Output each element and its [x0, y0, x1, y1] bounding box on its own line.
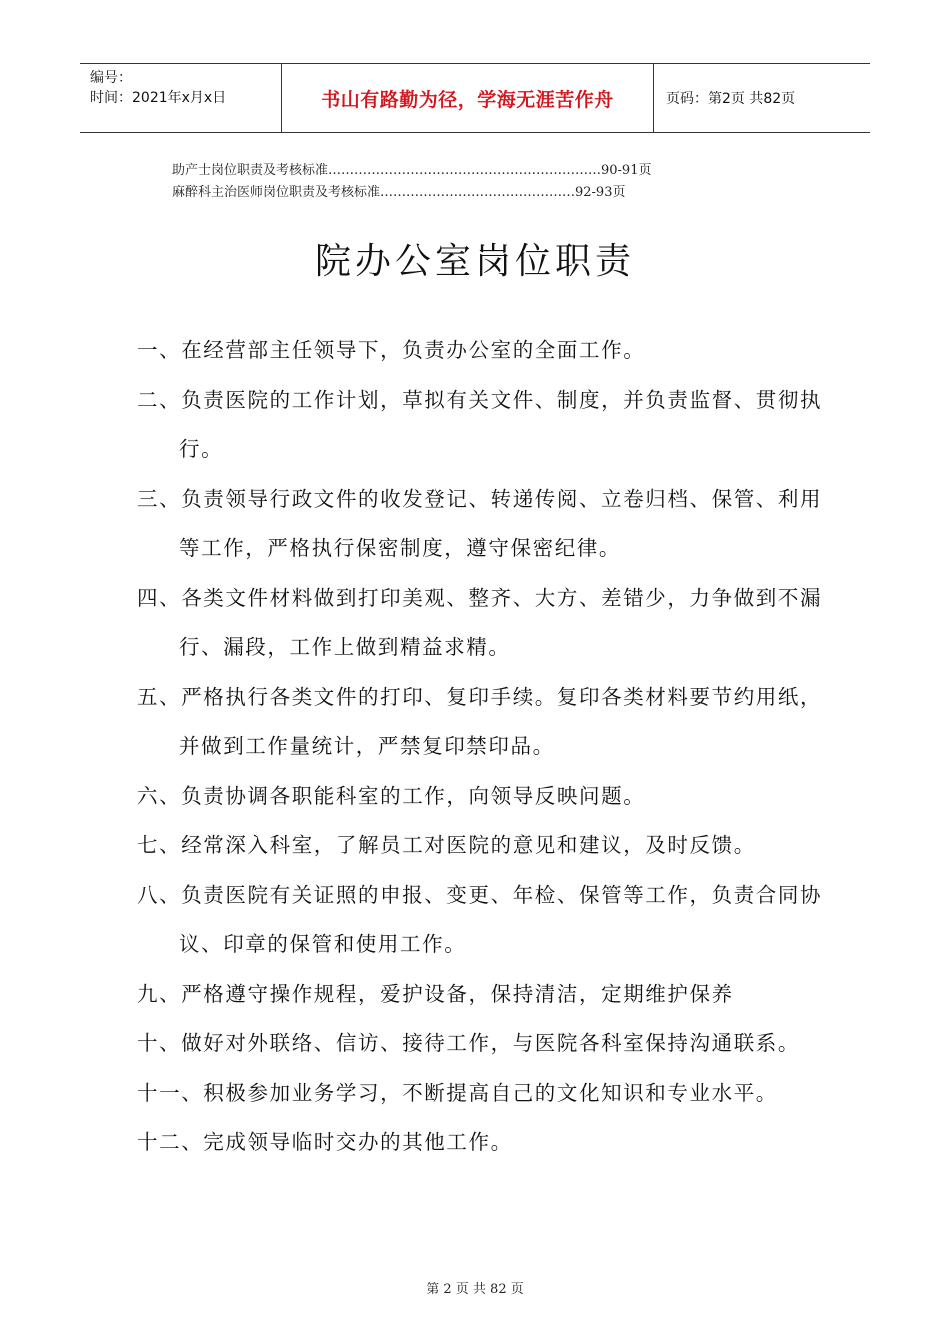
- header-meta: [80, 64, 282, 132]
- duty-item: 一、在经营部主任领导下，负责办公室的全面工作。: [137, 338, 646, 362]
- duty-item: 十二、完成领导临时交办的其他工作。: [137, 1130, 513, 1154]
- page-info-text: 页码：第2页 共82页: [666, 91, 796, 107]
- duty-item: 七、经常深入科室，了解员工对医院的意见和建议，及时反馈。: [137, 833, 756, 857]
- header-motto: [282, 64, 654, 132]
- duty-item: 三、负责领导行政文件的收发登记、转递传阅、立卷归档、保管、利用等工作，严格执行保密制度，遵守保密纪律。: [137, 486, 823, 560]
- toc-entry: 助产士岗位职责及考核标准………………………………………………………90-91页: [172, 163, 652, 178]
- duty-item: 五、严格执行各类文件的打印、复印手续。复印各类材料要节约用纸，并做到工作量统计，严禁复印禁印品。: [137, 684, 823, 758]
- duty-item: 八、负责医院有关证照的申报、变更、年检、保管等工作，负责合同协议、印章的保管和使用工作。: [137, 882, 823, 956]
- duty-item: 九、严格遵守操作规程，爱护设备，保持清洁，定期维护保养: [137, 981, 734, 1006]
- duty-item: 十、做好对外联络、信访、接待工作，与医院各科室保持沟通联系。: [137, 1031, 800, 1055]
- duty-item: 六、负责协调各职能科室的工作，向领导反映问题。: [137, 783, 646, 808]
- duty-item: 二、负责医院的工作计划，草拟有关文件、制度，并负责监督、贯彻执行。: [137, 387, 823, 461]
- header-page-info: [654, 64, 870, 132]
- table-of-contents: [172, 160, 651, 204]
- document-number-label: 编号：: [90, 70, 132, 86]
- duty-item: 十一、积极参加业务学习，不断提高自己的文化知识和专业水平。: [137, 1080, 778, 1105]
- duty-item: 四、各类文件材料做到打印美观、整齐、大方、差错少，力争做到不漏行、漏段，工作上做到精益求精。: [137, 585, 823, 659]
- page-header: [80, 63, 870, 133]
- document-time-label: 时间：2021年x月x日: [90, 90, 227, 106]
- page-title: 院办公室岗位职责: [314, 241, 635, 282]
- toc-entry: 麻醉科主治医师岗位职责及考核标准………………………………………92-93页: [172, 185, 626, 200]
- duty-list: [137, 326, 827, 1168]
- motto-text: 书山有路勤为径，学海无涯苦作舟: [321, 88, 614, 111]
- page-footer: 第 2 页 共 82 页: [426, 1282, 524, 1297]
